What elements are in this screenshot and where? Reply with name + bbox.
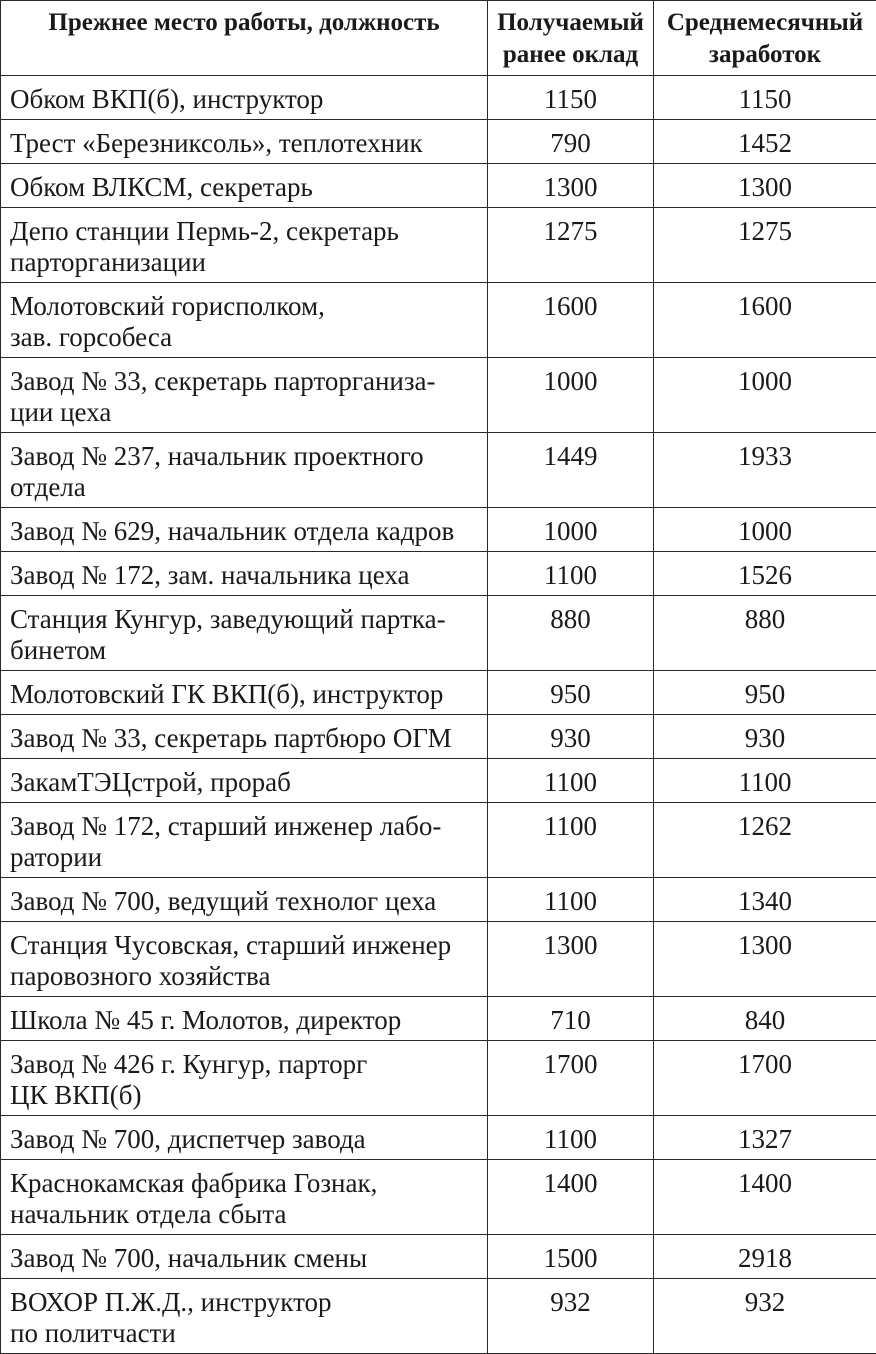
previous-salary-cell: 790: [488, 120, 654, 164]
position-line-1: ВОХОР П.Ж.Д., инструктор: [10, 1287, 481, 1318]
average-earnings-cell: 1262: [654, 803, 876, 878]
position-cell: [1, 164, 488, 208]
position-cell: [1, 283, 488, 358]
table-row: [1, 1041, 876, 1116]
position-cell: [1, 596, 488, 671]
table-row: [1, 922, 876, 997]
position-cell: [1, 1041, 488, 1116]
position-cell: [1, 208, 488, 283]
average-earnings-cell: 1000: [654, 508, 876, 552]
position-line-1: Трест «Березниксоль», теплотехник: [10, 128, 481, 159]
previous-salary-cell: 1100: [488, 878, 654, 922]
position-cell: [1, 552, 488, 596]
position-cell: [1, 358, 488, 433]
position-line-1: Завод № 700, диспетчер завода: [10, 1124, 481, 1155]
average-earnings-cell: 1100: [654, 759, 876, 803]
average-earnings-cell: 1340: [654, 878, 876, 922]
average-earnings-cell: 930: [654, 715, 876, 759]
table-row: [1, 283, 876, 358]
average-earnings-cell: 1452: [654, 120, 876, 164]
table-row: [1, 759, 876, 803]
position-cell: [1, 120, 488, 164]
table-row: [1, 878, 876, 922]
position-line-1: Завод № 172, старший инженер лабо-: [10, 811, 481, 842]
position-line-1: Завод № 237, начальник проектного: [10, 441, 481, 472]
position-cell: [1, 508, 488, 552]
table-row: [1, 120, 876, 164]
position-line-1: Завод № 629, начальник отдела кадров: [10, 516, 481, 547]
position-line-1: Депо станции Пермь-2, секретарь: [10, 216, 481, 247]
previous-salary-cell: 950: [488, 671, 654, 715]
average-earnings-cell: 1400: [654, 1160, 876, 1235]
table-row: [1, 433, 876, 508]
position-cell: [1, 1279, 488, 1354]
table-row: [1, 552, 876, 596]
previous-salary-cell: 1150: [488, 76, 654, 120]
previous-salary-cell: 1100: [488, 552, 654, 596]
average-earnings-cell: 932: [654, 1279, 876, 1354]
position-line-1: Завод № 33, секретарь партбюро ОГМ: [10, 723, 481, 754]
table-header-row: [1, 1, 876, 76]
position-line-2: отдела: [10, 472, 481, 503]
table-row: [1, 596, 876, 671]
position-cell: [1, 997, 488, 1041]
header-previous-salary: Получаемый ранее оклад: [488, 1, 654, 76]
header-average-earnings: Среднемесячный заработок: [654, 1, 876, 76]
average-earnings-cell: 1300: [654, 164, 876, 208]
position-line-2: бинетом: [10, 635, 481, 666]
previous-salary-cell: 880: [488, 596, 654, 671]
position-line-1: Станция Кунгур, заведующий партка-: [10, 604, 481, 635]
position-cell: [1, 76, 488, 120]
position-line-1: Завод № 172, зам. начальника цеха: [10, 560, 481, 591]
position-line-1: Молотовский горисполком,: [10, 291, 481, 322]
previous-salary-cell: 1000: [488, 358, 654, 433]
previous-salary-cell: 1400: [488, 1160, 654, 1235]
position-line-1: Обком ВЛКСМ, секретарь: [10, 172, 481, 203]
position-cell: [1, 1116, 488, 1160]
position-line-2: начальник отдела сбыта: [10, 1199, 481, 1230]
position-cell: [1, 715, 488, 759]
previous-salary-cell: 1100: [488, 759, 654, 803]
average-earnings-cell: 1150: [654, 76, 876, 120]
position-cell: [1, 803, 488, 878]
table-row: [1, 1279, 876, 1354]
average-earnings-cell: 950: [654, 671, 876, 715]
previous-salary-cell: 932: [488, 1279, 654, 1354]
table-row: [1, 1235, 876, 1279]
position-cell: [1, 922, 488, 997]
average-earnings-cell: 1600: [654, 283, 876, 358]
header-position: Прежнее место работы, должность: [1, 1, 488, 76]
position-line-1: Завод № 33, секретарь парторганиза-: [10, 366, 481, 397]
table-row: [1, 208, 876, 283]
table-row: [1, 997, 876, 1041]
table-row: [1, 508, 876, 552]
table-row: [1, 164, 876, 208]
position-cell: [1, 878, 488, 922]
position-cell: [1, 433, 488, 508]
previous-salary-cell: 1100: [488, 1116, 654, 1160]
average-earnings-cell: 1700: [654, 1041, 876, 1116]
position-line-2: ции цеха: [10, 397, 481, 428]
average-earnings-cell: 1933: [654, 433, 876, 508]
previous-salary-cell: 930: [488, 715, 654, 759]
previous-salary-cell: 1100: [488, 803, 654, 878]
average-earnings-cell: 840: [654, 997, 876, 1041]
position-line-1: ЗакамТЭЦстрой, прораб: [10, 767, 481, 798]
position-cell: [1, 671, 488, 715]
previous-salary-cell: 1700: [488, 1041, 654, 1116]
position-line-2: парторганизации: [10, 247, 481, 278]
position-line-2: паровозного хозяйства: [10, 961, 481, 992]
table-row: [1, 358, 876, 433]
position-line-1: Краснокамская фабрика Гознак,: [10, 1168, 481, 1199]
average-earnings-cell: 1526: [654, 552, 876, 596]
previous-salary-cell: 710: [488, 997, 654, 1041]
average-earnings-cell: 880: [654, 596, 876, 671]
table-row: [1, 715, 876, 759]
previous-salary-cell: 1300: [488, 922, 654, 997]
position-line-2: ратории: [10, 842, 481, 873]
position-line-2: ЦК ВКП(б): [10, 1080, 481, 1111]
position-line-1: Завод № 700, ведущий технолог цеха: [10, 886, 481, 917]
position-cell: [1, 1235, 488, 1279]
position-line-1: Завод № 426 г. Кунгур, парторг: [10, 1049, 481, 1080]
previous-salary-cell: 1600: [488, 283, 654, 358]
previous-salary-cell: 1000: [488, 508, 654, 552]
previous-salary-cell: 1300: [488, 164, 654, 208]
average-earnings-cell: 1275: [654, 208, 876, 283]
position-line-2: зав. горсобеса: [10, 322, 481, 353]
position-line-1: Станция Чусовская, старший инженер: [10, 930, 481, 961]
position-line-1: Молотовский ГК ВКП(б), инструктор: [10, 679, 481, 710]
position-cell: [1, 759, 488, 803]
position-line-2: по политчасти: [10, 1318, 481, 1349]
average-earnings-cell: 1000: [654, 358, 876, 433]
average-earnings-cell: 1300: [654, 922, 876, 997]
table-row: [1, 1116, 876, 1160]
previous-salary-cell: 1275: [488, 208, 654, 283]
average-earnings-cell: 1327: [654, 1116, 876, 1160]
position-line-1: Школа № 45 г. Молотов, директор: [10, 1005, 481, 1036]
position-line-1: Завод № 700, начальник смены: [10, 1243, 481, 1274]
table-row: [1, 803, 876, 878]
average-earnings-cell: 2918: [654, 1235, 876, 1279]
table-row: [1, 1160, 876, 1235]
table-row: [1, 76, 876, 120]
table-row: [1, 671, 876, 715]
previous-salary-cell: 1449: [488, 433, 654, 508]
previous-salary-cell: 1500: [488, 1235, 654, 1279]
position-cell: [1, 1160, 488, 1235]
position-line-1: Обком ВКП(б), инструктор: [10, 84, 481, 115]
